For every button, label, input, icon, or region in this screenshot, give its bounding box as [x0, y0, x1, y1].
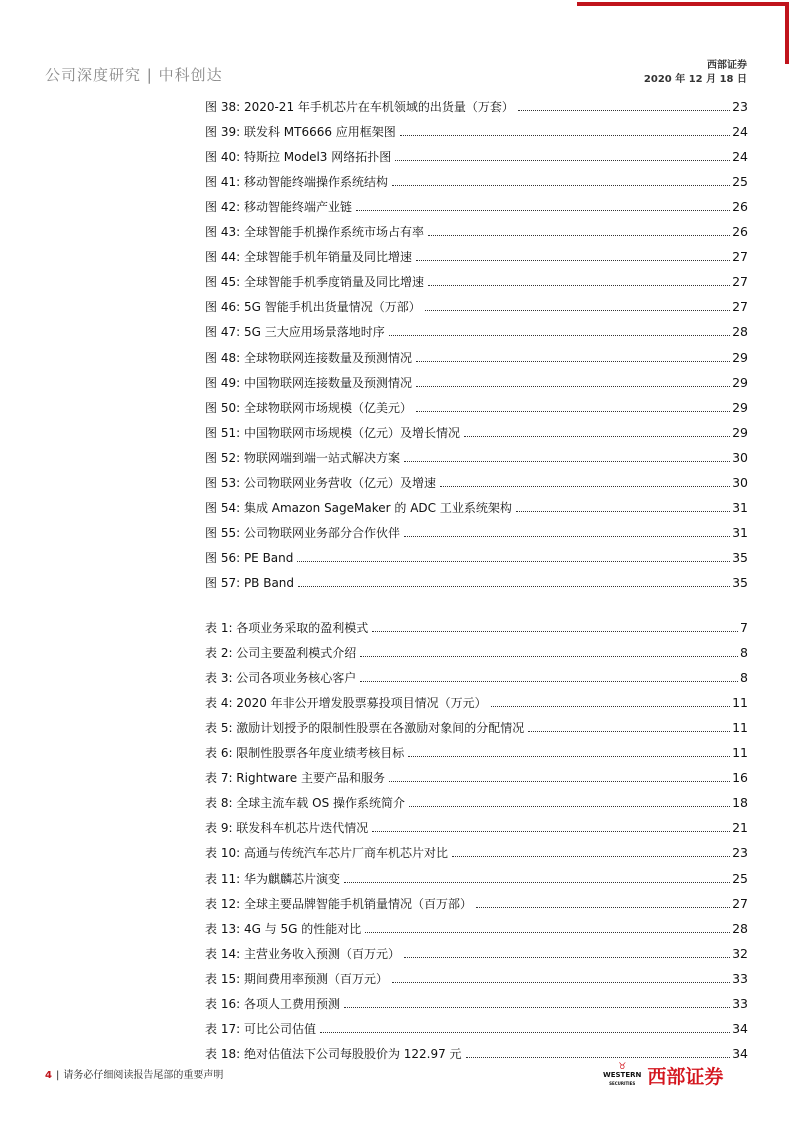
figure-entry[interactable] — [205, 164, 748, 189]
figure-entry[interactable] — [205, 214, 748, 239]
entry-title: 表 13: 4G 与 5G 的性能对比 — [205, 921, 362, 936]
table-entry[interactable] — [205, 961, 748, 986]
figure-entry[interactable] — [205, 139, 748, 164]
figure-entry[interactable] — [205, 390, 748, 415]
dot-leader — [360, 681, 738, 682]
table-entry[interactable] — [205, 860, 748, 885]
dot-leader — [320, 1032, 730, 1033]
figure-entry[interactable] — [205, 114, 748, 139]
header-red-side-bar — [785, 2, 789, 64]
dot-leader — [518, 110, 730, 111]
entry-page: 24 — [732, 124, 748, 140]
figure-entry[interactable] — [205, 339, 748, 364]
figure-entry[interactable] — [205, 289, 748, 314]
entry-title: 图 49: 中国物联网连接数量及预测情况 — [205, 375, 412, 390]
entry-title: 图 56: PE Band — [205, 550, 294, 565]
entry-page: 8 — [740, 645, 748, 661]
table-entry[interactable] — [205, 610, 748, 635]
dot-leader — [408, 756, 730, 757]
entry-title: 图 54: 集成 Amazon SageMaker 的 ADC 工业系统架构 — [205, 500, 512, 515]
entry-title: 图 53: 公司物联网业务营收（亿元）及增速 — [205, 475, 436, 490]
entry-title: 表 7: Rightware 主要产品和服务 — [205, 771, 385, 786]
logo-english: ♉ WESTERN SECURITIES — [603, 1062, 642, 1086]
figure-entry[interactable] — [205, 540, 748, 565]
table-entry[interactable] — [205, 710, 748, 735]
dot-leader — [344, 882, 730, 883]
dot-leader — [372, 631, 738, 632]
entry-title: 图 38: 2020-21 年手机芯片在车机领域的出货量（万套） — [205, 100, 514, 115]
entry-page: 30 — [732, 449, 748, 465]
entry-page: 29 — [732, 424, 748, 440]
dot-leader — [516, 511, 730, 512]
table-entry[interactable] — [205, 936, 748, 961]
table-entry[interactable] — [205, 1036, 748, 1061]
figure-entry[interactable] — [205, 465, 748, 490]
entry-page: 29 — [732, 399, 748, 415]
entry-page: 25 — [732, 870, 748, 886]
dot-leader — [392, 982, 730, 983]
dot-leader — [491, 706, 730, 707]
figure-entry[interactable] — [205, 365, 748, 390]
entry-title: 图 43: 全球智能手机操作系统市场占有率 — [205, 225, 424, 240]
entry-title: 表 11: 华为麒麟芯片演变 — [205, 871, 340, 886]
entry-page: 32 — [732, 945, 748, 961]
table-entry[interactable] — [205, 810, 748, 835]
entry-title: 图 40: 特斯拉 Model3 网络拓扑图 — [205, 150, 392, 165]
entry-title: 图 45: 全球智能手机季度销量及同比增速 — [205, 275, 424, 290]
entry-page: 11 — [732, 695, 748, 711]
entry-page: 23 — [732, 99, 748, 115]
entry-page: 27 — [732, 895, 748, 911]
entry-page: 18 — [732, 795, 748, 811]
table-entry[interactable] — [205, 735, 748, 760]
entry-page: 29 — [732, 349, 748, 365]
dot-leader — [297, 561, 730, 562]
table-entry[interactable] — [205, 1011, 748, 1036]
entry-title: 图 42: 移动智能终端产业链 — [205, 200, 352, 215]
dot-leader — [440, 486, 730, 487]
dot-leader — [428, 235, 730, 236]
dot-leader — [389, 335, 730, 336]
dot-leader — [389, 781, 730, 782]
entry-page: 33 — [732, 970, 748, 986]
entry-page: 34 — [732, 1045, 748, 1061]
dot-leader — [425, 310, 730, 311]
dot-leader — [416, 411, 730, 412]
table-entry[interactable] — [205, 986, 748, 1011]
entry-page: 23 — [732, 845, 748, 861]
entry-title: 表 18: 绝对估值法下公司每股股价为 122.97 元 — [205, 1046, 462, 1061]
dot-leader — [400, 135, 730, 136]
dot-leader — [416, 260, 730, 261]
figure-entry[interactable] — [205, 515, 748, 540]
figure-entry[interactable] — [205, 490, 748, 515]
entry-page: 8 — [740, 670, 748, 686]
table-entry[interactable] — [205, 835, 748, 860]
entry-page: 29 — [732, 374, 748, 390]
dot-leader — [372, 831, 730, 832]
dot-leader — [404, 536, 730, 537]
table-entry[interactable] — [205, 660, 748, 685]
entry-page: 11 — [732, 720, 748, 736]
entry-title: 表 6: 限制性股票各年度业绩考核目标 — [205, 746, 405, 761]
table-entry[interactable] — [205, 635, 748, 660]
entry-page: 31 — [732, 499, 748, 515]
header-brand: 西部证券 — [707, 60, 747, 71]
figure-list — [205, 89, 748, 590]
entry-title: 表 10: 高通与传统汽车芯片厂商车机芯片对比 — [205, 846, 448, 861]
dot-leader — [344, 1007, 730, 1008]
entry-page: 35 — [732, 549, 748, 565]
entry-title: 表 8: 全球主流车载 OS 操作系统简介 — [205, 796, 405, 811]
dot-leader — [298, 586, 730, 587]
entry-page: 27 — [732, 249, 748, 265]
entry-page: 25 — [732, 174, 748, 190]
header-red-bar — [577, 2, 789, 6]
logo-chinese: 西部证券 — [647, 1066, 724, 1088]
entry-title: 图 41: 移动智能终端操作系统结构 — [205, 175, 388, 190]
entry-title: 表 17: 可比公司估值 — [205, 1021, 316, 1036]
disclaimer-text: 请务必仔细阅读报告尾部的重要声明 — [63, 1070, 224, 1081]
entry-page: 28 — [732, 324, 748, 340]
entry-page: 7 — [740, 620, 748, 636]
table-entry[interactable] — [205, 760, 748, 785]
entry-title: 表 14: 主营业务收入预测（百万元） — [205, 946, 400, 961]
entry-page: 16 — [732, 770, 748, 786]
figure-entry[interactable] — [205, 264, 748, 289]
entry-title: 图 47: 5G 三大应用场景落地时序 — [205, 325, 385, 340]
report-title: 公司深度研究 | 中科创达 — [45, 66, 223, 84]
dot-leader — [464, 436, 730, 437]
figure-entry[interactable] — [205, 239, 748, 264]
table-entry[interactable] — [205, 911, 748, 936]
entry-page: 33 — [732, 995, 748, 1011]
entry-title: 图 52: 物联网端到端一站式解决方案 — [205, 450, 400, 465]
dot-leader — [395, 160, 730, 161]
entry-title: 表 1: 各项业务采取的盈利模式 — [205, 621, 369, 636]
figure-entry[interactable] — [205, 89, 748, 114]
table-entry[interactable] — [205, 785, 748, 810]
entry-title: 图 55: 公司物联网业务部分合作伙伴 — [205, 525, 400, 540]
entry-title: 表 9: 联发科车机芯片迭代情况 — [205, 821, 369, 836]
entry-title: 图 48: 全球物联网连接数量及预测情况 — [205, 350, 412, 365]
entry-page: 26 — [732, 199, 748, 215]
figure-entry[interactable] — [205, 565, 748, 590]
entry-title: 图 44: 全球智能手机年销量及同比增速 — [205, 250, 412, 265]
entry-page: 30 — [732, 474, 748, 490]
entry-page: 35 — [732, 574, 748, 590]
entry-page: 31 — [732, 524, 748, 540]
table-entry[interactable] — [205, 886, 748, 911]
company-logo — [603, 1062, 723, 1089]
report-date: 2020 年 12 月 18 日 — [643, 74, 747, 85]
dot-leader — [404, 461, 730, 462]
dot-leader — [356, 210, 730, 211]
dot-leader — [452, 856, 730, 857]
dot-leader — [404, 957, 730, 958]
bull-icon: ♉ — [618, 1062, 627, 1072]
table-entry[interactable] — [205, 685, 748, 710]
dot-leader — [416, 361, 730, 362]
entry-title: 表 2: 公司主要盈利模式介绍 — [205, 646, 357, 661]
figure-entry[interactable] — [205, 440, 748, 465]
entry-title: 表 12: 全球主要品牌智能手机销量情况（百万部） — [205, 896, 472, 911]
dot-leader — [528, 731, 730, 732]
dot-leader — [416, 386, 730, 387]
dot-leader — [466, 1057, 731, 1058]
entry-title: 图 39: 联发科 MT6666 应用框架图 — [205, 125, 396, 140]
figure-entry[interactable] — [205, 189, 748, 214]
entry-title: 表 16: 各项人工费用预测 — [205, 996, 340, 1011]
entry-page: 21 — [732, 820, 748, 836]
dot-leader — [476, 907, 730, 908]
dot-leader — [409, 806, 730, 807]
entry-title: 图 50: 全球物联网市场规模（亿美元） — [205, 400, 412, 415]
table-list — [205, 610, 748, 1061]
entry-title: 表 15: 期间费用率预测（百万元） — [205, 971, 388, 986]
entry-title: 图 46: 5G 智能手机出货量情况（万部） — [205, 300, 421, 315]
figure-entry[interactable] — [205, 314, 748, 339]
entry-page: 27 — [732, 274, 748, 290]
entry-title: 表 3: 公司各项业务核心客户 — [205, 671, 357, 686]
entry-title: 表 4: 2020 年非公开增发股票募投项目情况（万元） — [205, 696, 487, 711]
figure-entry[interactable] — [205, 415, 748, 440]
entry-title: 表 5: 激励计划授予的限制性股票在各激励对象间的分配情况 — [205, 721, 525, 736]
entry-page: 24 — [732, 149, 748, 165]
footer-notice: 4 | 请务必仔细阅读报告尾部的重要声明 — [45, 1070, 224, 1081]
entry-page: 27 — [732, 299, 748, 315]
entry-title: 图 57: PB Band — [205, 575, 295, 590]
dot-leader — [365, 932, 730, 933]
entry-page: 34 — [732, 1020, 748, 1036]
entry-page: 28 — [732, 920, 748, 936]
entry-title: 图 51: 中国物联网市场规模（亿元）及增长情况 — [205, 425, 460, 440]
entry-page: 11 — [732, 745, 748, 761]
dot-leader — [428, 285, 730, 286]
page-number: 4 — [45, 1070, 52, 1081]
entry-page: 26 — [732, 224, 748, 240]
dot-leader — [360, 656, 738, 657]
dot-leader — [392, 185, 730, 186]
